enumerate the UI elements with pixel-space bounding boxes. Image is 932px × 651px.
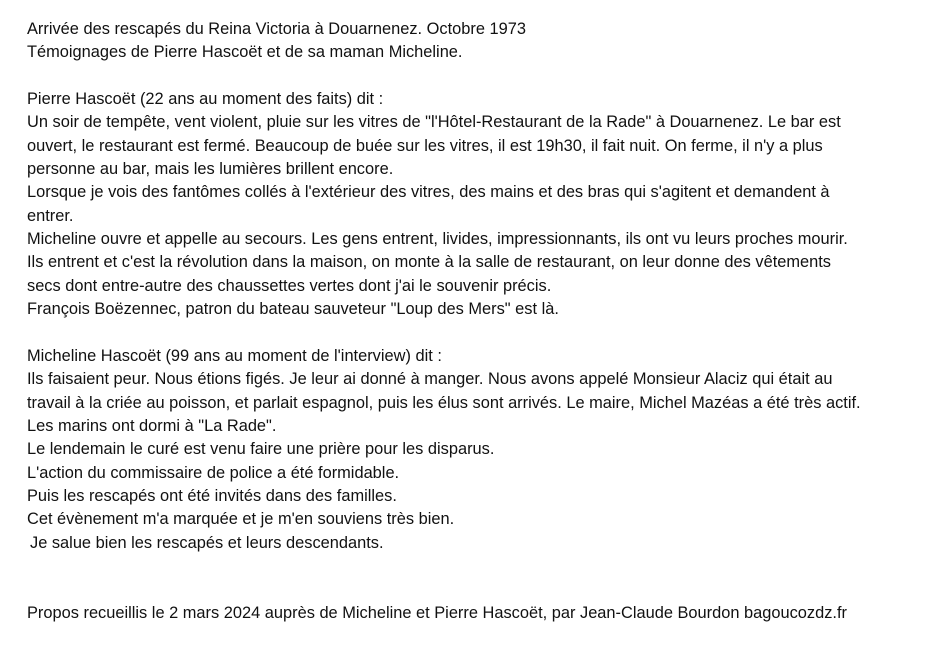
document-body <box>27 18 917 625</box>
micheline-testimony-line: Les marins ont dormi à "La Rade". <box>27 416 277 435</box>
footer-credit: Propos recueillis le 2 mars 2024 auprès de Micheline et Pierre Hascoët, par Jean-Claude Bourdon bagoucozdz.fr <box>27 603 847 622</box>
micheline-testimony-line: L'action du commissaire de police a été formidable. <box>27 463 400 482</box>
paragraph-spacer <box>27 321 917 344</box>
pierre-testimony-line: ouvert, le restaurant est fermé. Beaucoup de buée sur les vitres, il est 19h30, il fait nuit. On ferme, il n'y a plus <box>27 136 823 155</box>
pierre-testimony-line: Un soir de tempête, vent violent, pluie sur les vitres de "l'Hôtel-Restaurant de la Rade" à Douarnenez. Le bar est <box>27 113 841 132</box>
micheline-testimony-intro: Micheline Hascoët (99 ans au moment de l'interview) dit : <box>27 346 442 365</box>
document-subtitle: Témoignages de Pierre Hascoët et de sa maman Micheline. <box>27 43 463 62</box>
pierre-testimony-line: François Boëzennec, patron du bateau sauveteur "Loup des Mers" est là. <box>27 300 559 319</box>
micheline-testimony-line: Puis les rescapés ont été invités dans des familles. <box>27 486 397 505</box>
micheline-testimony-line: Le lendemain le curé est venu faire une prière pour les disparus. <box>27 440 495 459</box>
pierre-testimony-line: personne au bar, mais les lumières brillent encore. <box>27 160 394 179</box>
paragraph-spacer <box>27 555 917 602</box>
pierre-testimony-line: Ils entrent et c'est la révolution dans la maison, on monte à la salle de restaurant, on leur donne des vêtements <box>27 253 832 272</box>
pierre-testimony-line: entrer. <box>27 206 74 225</box>
micheline-testimony-line: Ils faisaient peur. Nous étions figés. Je leur ai donné à manger. Nous avons appelé Monsieur Alaciz qui était au <box>27 370 833 389</box>
pierre-testimony-line: secs dont entre-autre des chaussettes vertes dont j'ai le souvenir précis. <box>27 276 552 295</box>
paragraph-spacer <box>27 65 917 88</box>
micheline-testimony-line: Cet évènement m'a marquée et je m'en souviens très bien. <box>27 510 455 529</box>
pierre-testimony-line: Lorsque je vois des fantômes collés à l'extérieur des vitres, des mains et des bras qui s'agitent et demandent à <box>27 183 830 202</box>
pierre-testimony-line: Micheline ouvre et appelle au secours. Les gens entrent, livides, impressionnants, ils ont vu leurs proches mourir. <box>27 230 848 249</box>
micheline-testimony-line: Je salue bien les rescapés et leurs descendants. <box>30 533 384 552</box>
document-title: Arrivée des rescapés du Reina Victoria à Douarnenez. Octobre 1973 <box>27 20 526 38</box>
micheline-testimony-line: travail à la criée au poisson, et parlait espagnol, puis les élus sont arrivés. Le maire, Michel Mazéas a été très actif. <box>27 393 861 412</box>
pierre-testimony-intro: Pierre Hascoët (22 ans au moment des faits) dit : <box>27 90 384 109</box>
